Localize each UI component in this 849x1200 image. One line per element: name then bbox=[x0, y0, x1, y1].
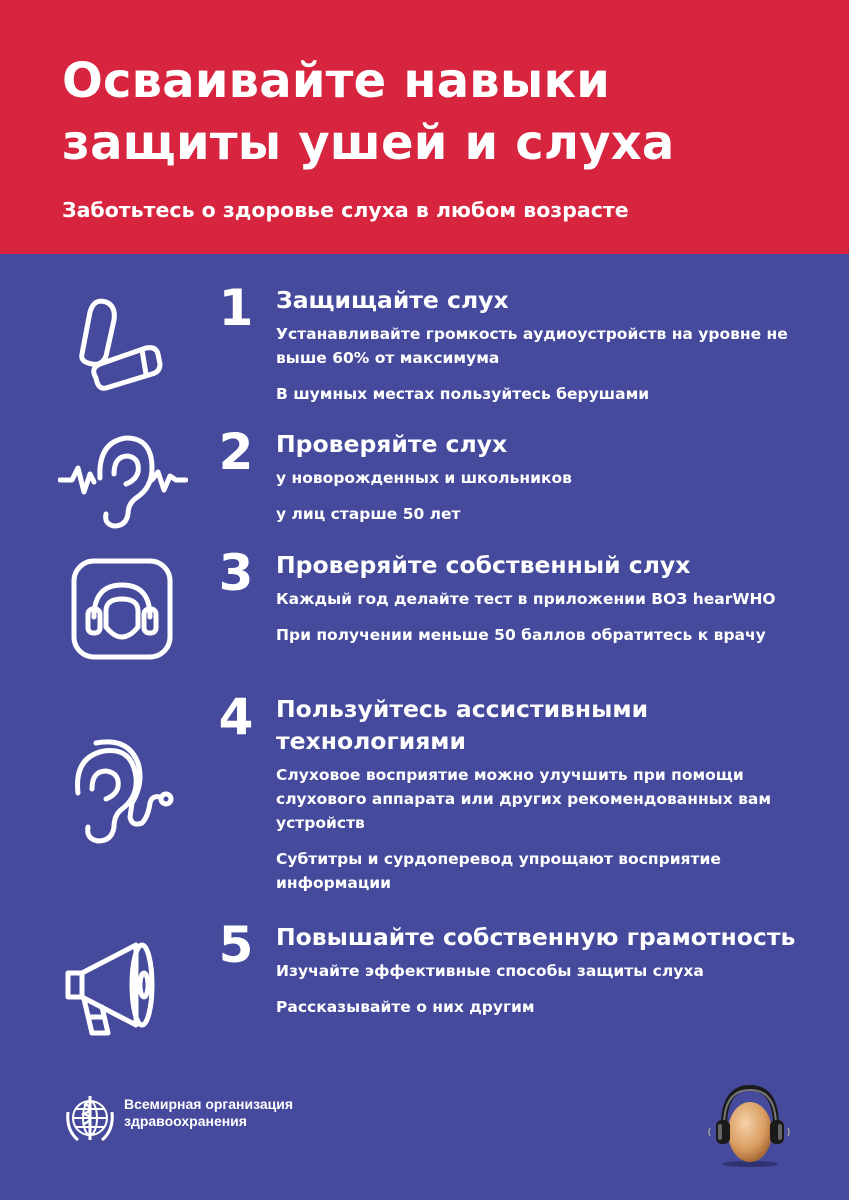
org-name-line-2: здравоохранения bbox=[124, 1113, 247, 1129]
earplugs-icon bbox=[72, 294, 182, 404]
section-heading: Защищайте слух bbox=[276, 286, 509, 314]
section-item: у лиц старше 50 лет bbox=[276, 505, 461, 523]
section-number: 2 bbox=[218, 423, 254, 481]
headphones-app-icon bbox=[70, 557, 174, 661]
section-item: В шумных местах пользуйтесь берушами bbox=[276, 385, 650, 403]
section-heading: Проверяйте слух bbox=[276, 430, 508, 458]
who-emblem-icon bbox=[62, 1090, 118, 1146]
hearing-aid-icon bbox=[62, 737, 182, 857]
section-item: Субтитры и сурдоперевод упрощают восприятие информации bbox=[276, 850, 721, 892]
section-heading: Повышайте собственную грамотность bbox=[276, 923, 796, 951]
header-banner bbox=[0, 0, 849, 254]
who-organization-name bbox=[124, 1096, 324, 1130]
page-subtitle: Заботьтесь о здоровье слуха в любом возрасте bbox=[62, 198, 629, 222]
section-number: 4 bbox=[218, 688, 254, 746]
title-line-1: Осваивайте навыки bbox=[62, 53, 611, 109]
section-number: 1 bbox=[218, 279, 254, 337]
section-item: Изучайте эффективные способы защиты слуха bbox=[276, 962, 704, 980]
section-item: Слуховое восприятие можно улучшить при помощи слухового аппарата или других рекомендованных вам устройств bbox=[276, 766, 772, 832]
section-item: Каждый год делайте тест в приложении ВОЗ hearWHO bbox=[276, 590, 776, 608]
ear-soundwave-icon bbox=[58, 432, 188, 532]
title-line-2: защиты ушей и слуха bbox=[62, 115, 675, 171]
section-number: 5 bbox=[218, 916, 254, 974]
org-name-line-1: Всемирная организация bbox=[124, 1096, 294, 1112]
section-item: у новорожденных и школьников bbox=[276, 469, 572, 487]
egg-with-headphones-icon bbox=[708, 1078, 792, 1168]
section-heading: Пользуйтесь ассистивными технологиями bbox=[276, 695, 649, 755]
section-heading: Проверяйте собственный слух bbox=[276, 551, 691, 579]
section-item: При получении меньше 50 баллов обратитесь к врачу bbox=[276, 626, 766, 644]
section-item: Рассказывайте о них другим bbox=[276, 998, 535, 1016]
section-number: 3 bbox=[218, 544, 254, 602]
megaphone-icon bbox=[62, 933, 182, 1043]
section-item: Устанавливайте громкость аудиоустройств на уровне не выше 60% от максимума bbox=[276, 325, 788, 367]
page-title bbox=[62, 50, 822, 174]
